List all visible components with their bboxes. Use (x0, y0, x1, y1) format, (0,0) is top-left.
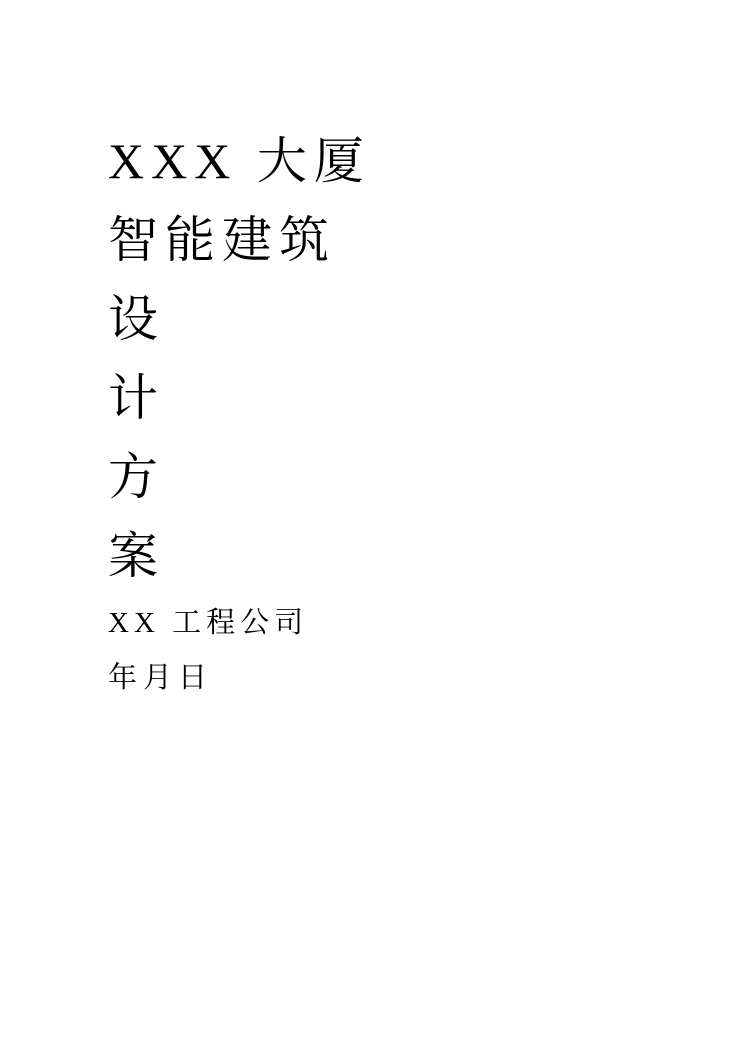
cover-title-line-2: 智能建筑 (108, 212, 336, 268)
date-line: 年月日 (108, 662, 214, 694)
cover-title-line-6: 案 (108, 528, 165, 584)
company-name: XX 工程公司 (108, 607, 309, 639)
cover-title-line-4: 计 (108, 370, 165, 426)
cover-title-line-1: XXX 大厦 (108, 133, 371, 189)
cover-title-block (108, 122, 648, 706)
cover-title-line-5: 方 (108, 449, 165, 505)
cover-title-line-3: 设 (108, 291, 165, 347)
